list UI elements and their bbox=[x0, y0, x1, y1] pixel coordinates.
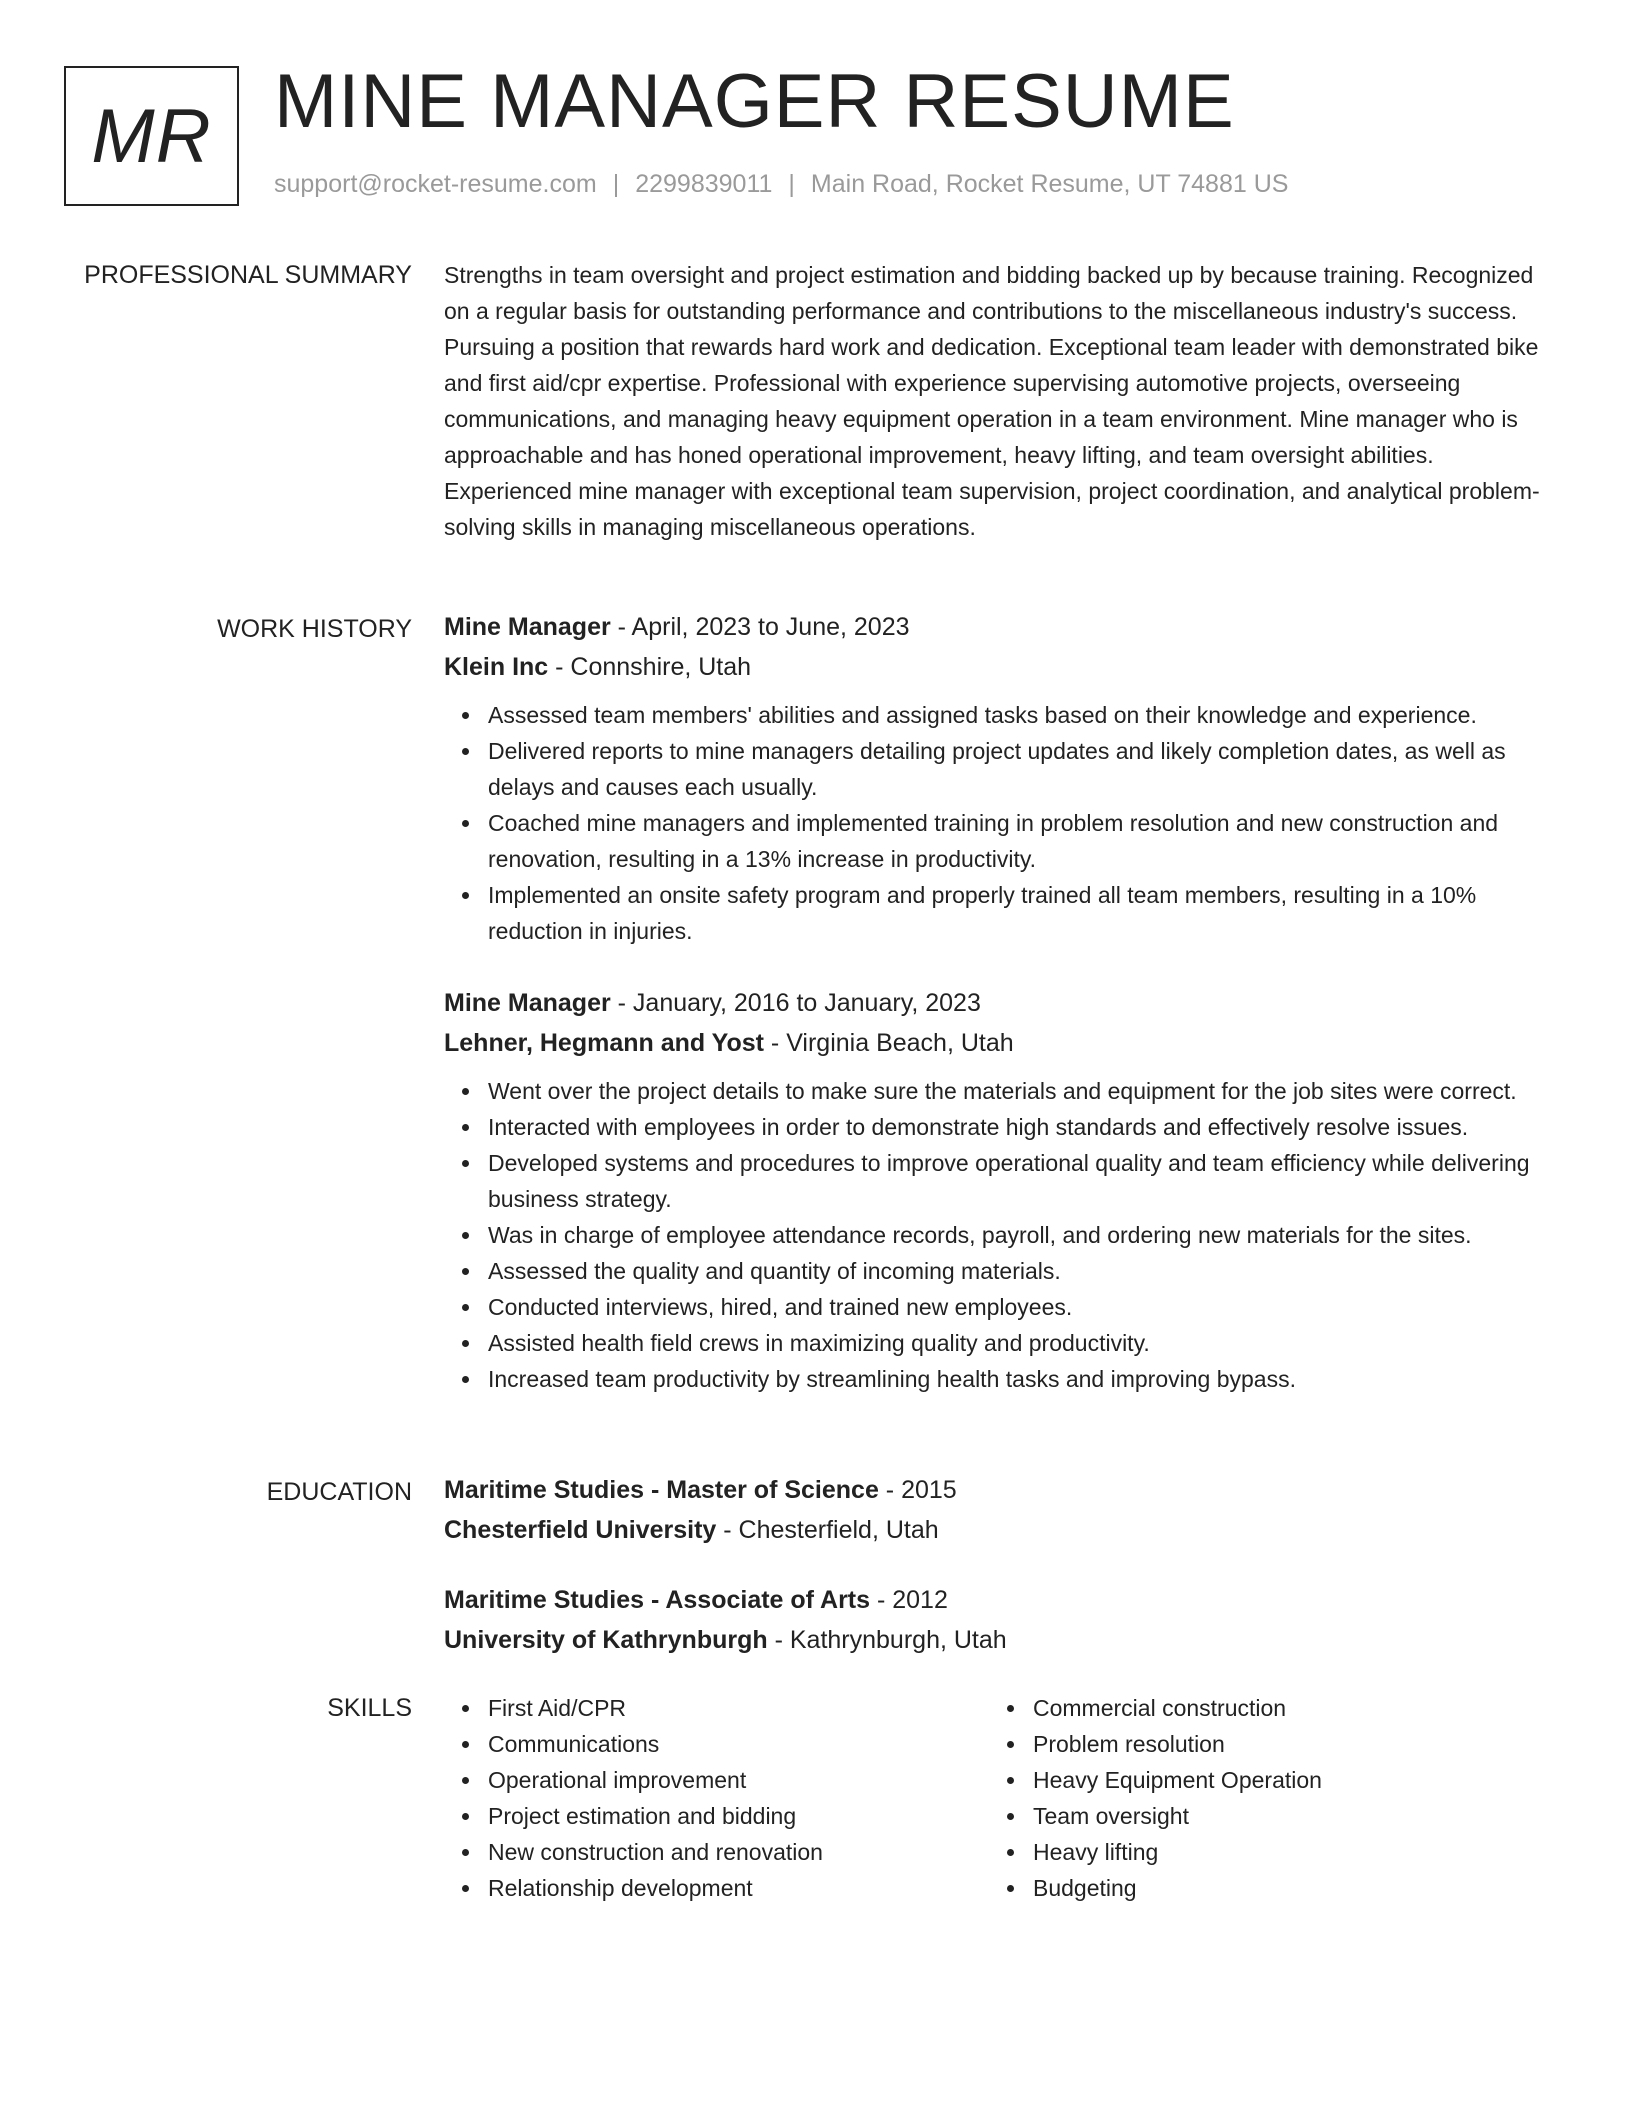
skill-item: Team oversight bbox=[1033, 1798, 1489, 1834]
job-entry bbox=[444, 983, 1556, 1397]
job-company-line bbox=[444, 647, 1556, 687]
job-dates: - January, 2016 to January, 2023 bbox=[610, 989, 981, 1017]
job-bullet: Developed systems and procedures to improve operational quality and team efficiency while delivering business strategy. bbox=[488, 1145, 1556, 1217]
job-bullet: Interacted with employees in order to demonstrate high standards and effectively resolve issues. bbox=[488, 1109, 1556, 1145]
education-degree: Maritime Studies - Associate of Arts bbox=[444, 1586, 871, 1614]
skill-item: Relationship development bbox=[488, 1870, 989, 1906]
job-bullet: Was in charge of employee attendance records, payroll, and ordering new materials for the sites. bbox=[488, 1217, 1556, 1253]
job-bullet: Assessed team members' abilities and assigned tasks based on their knowledge and experience. bbox=[488, 697, 1556, 733]
job-bullet: Assisted health field crews in maximizing quality and productivity. bbox=[488, 1325, 1556, 1361]
job-bullets bbox=[444, 697, 1556, 949]
job-entry bbox=[444, 607, 1556, 949]
section-label-work: WORK HISTORY bbox=[217, 615, 412, 643]
skill-item: Operational improvement bbox=[488, 1762, 989, 1798]
education-school: Chesterfield University bbox=[444, 1516, 717, 1544]
job-bullet: Conducted interviews, hired, and trained new employees. bbox=[488, 1289, 1556, 1325]
skills-columns bbox=[444, 1690, 1556, 1906]
job-title: Mine Manager bbox=[444, 989, 611, 1017]
education-school-line bbox=[444, 1620, 1556, 1660]
skills-list bbox=[989, 1690, 1489, 1906]
skills-column bbox=[444, 1690, 989, 1906]
section-label-education: EDUCATION bbox=[266, 1478, 412, 1506]
section-label-skills: SKILLS bbox=[327, 1694, 412, 1722]
contact-separator: | bbox=[612, 170, 620, 198]
contact-address: Main Road, Rocket Resume, UT 74881 US bbox=[810, 170, 1289, 198]
job-location: - Virginia Beach, Utah bbox=[763, 1029, 1014, 1057]
job-company-line bbox=[444, 1023, 1556, 1063]
skill-item: Communications bbox=[488, 1726, 989, 1762]
contact-separator: | bbox=[788, 170, 795, 198]
job-bullets bbox=[444, 1073, 1556, 1397]
skill-item: Heavy Equipment Operation bbox=[1033, 1762, 1489, 1798]
contact-phone: 2299839011 bbox=[635, 170, 773, 198]
skills-list bbox=[444, 1690, 989, 1906]
education-degree-line bbox=[444, 1470, 1556, 1510]
job-title-line bbox=[444, 607, 1556, 647]
job-bullet: Delivered reports to mine managers detailing project updates and likely completion dates, as well as delays and causes each usually. bbox=[488, 733, 1556, 805]
job-bullet: Implemented an onsite safety program and properly trained all team members, resulting in a 10% reduction in injuries. bbox=[488, 877, 1556, 949]
skill-item: Commercial construction bbox=[1033, 1690, 1489, 1726]
job-bullet: Increased team productivity by streamlining health tasks and improving bypass. bbox=[488, 1361, 1556, 1397]
education-location: - Kathrynburgh, Utah bbox=[767, 1626, 1007, 1654]
education-school-line bbox=[444, 1510, 1556, 1550]
monogram-badge bbox=[64, 66, 239, 206]
job-company: Lehner, Hegmann and Yost bbox=[444, 1029, 764, 1057]
education-year: - 2012 bbox=[870, 1586, 948, 1614]
education-year: - 2015 bbox=[878, 1476, 957, 1504]
resume-header bbox=[274, 54, 1572, 199]
skill-item: Heavy lifting bbox=[1033, 1834, 1489, 1870]
education-degree: Maritime Studies - Master of Science bbox=[444, 1476, 879, 1504]
skill-item: First Aid/CPR bbox=[488, 1690, 989, 1726]
skill-item: New construction and renovation bbox=[488, 1834, 989, 1870]
education-school: University of Kathrynburgh bbox=[444, 1626, 768, 1654]
skill-item: Project estimation and bidding bbox=[488, 1798, 989, 1834]
monogram-initials: MR bbox=[91, 93, 212, 179]
summary-text: Strengths in team oversight and project estimation and bidding backed up by because training. Recognized on a regular basis for outstanding performance and contributions to the miscellaneous industry's success. Pursuing a position that rewards hard work and dedication. Exceptional team leader with demonstrated bike and first aid/cpr expertise. Professional with experience supervising automotive projects, overseeing communications, and managing heavy equipment operation in a team environment. Mine manager who is approachable and has honed operational improvement, heavy lifting, and team oversight abilities. Experienced mine manager with exceptional team supervision, project coordination, and analytical problem-solving skills in managing miscellaneous operations. bbox=[444, 262, 1540, 540]
education-location: - Chesterfield, Utah bbox=[716, 1516, 939, 1544]
job-bullet: Assessed the quality and quantity of incoming materials. bbox=[488, 1253, 1556, 1289]
job-bullet: Went over the project details to make sure the materials and equipment for the job sites were correct. bbox=[488, 1073, 1556, 1109]
contact-line bbox=[274, 170, 1572, 199]
job-title: Mine Manager bbox=[444, 613, 611, 641]
job-location: - Connshire, Utah bbox=[548, 653, 752, 681]
section-label-summary: PROFESSIONAL SUMMARY bbox=[84, 261, 412, 289]
job-company: Klein Inc bbox=[444, 653, 549, 681]
education-degree-line bbox=[444, 1580, 1556, 1620]
contact-email: support@rocket-resume.com bbox=[274, 170, 597, 198]
skill-item: Budgeting bbox=[1033, 1870, 1489, 1906]
education-entry bbox=[444, 1470, 1556, 1550]
job-title-line bbox=[444, 983, 1556, 1023]
skills-column bbox=[989, 1690, 1489, 1906]
education-entry bbox=[444, 1580, 1556, 1660]
job-dates: - April, 2023 to June, 2023 bbox=[610, 613, 910, 641]
skill-item: Problem resolution bbox=[1033, 1726, 1489, 1762]
resume-title: MINE MANAGER RESUME bbox=[274, 59, 1235, 144]
job-bullet: Coached mine managers and implemented training in problem resolution and new construction and renovation, resulting in a 13% increase in productivity. bbox=[488, 805, 1556, 877]
